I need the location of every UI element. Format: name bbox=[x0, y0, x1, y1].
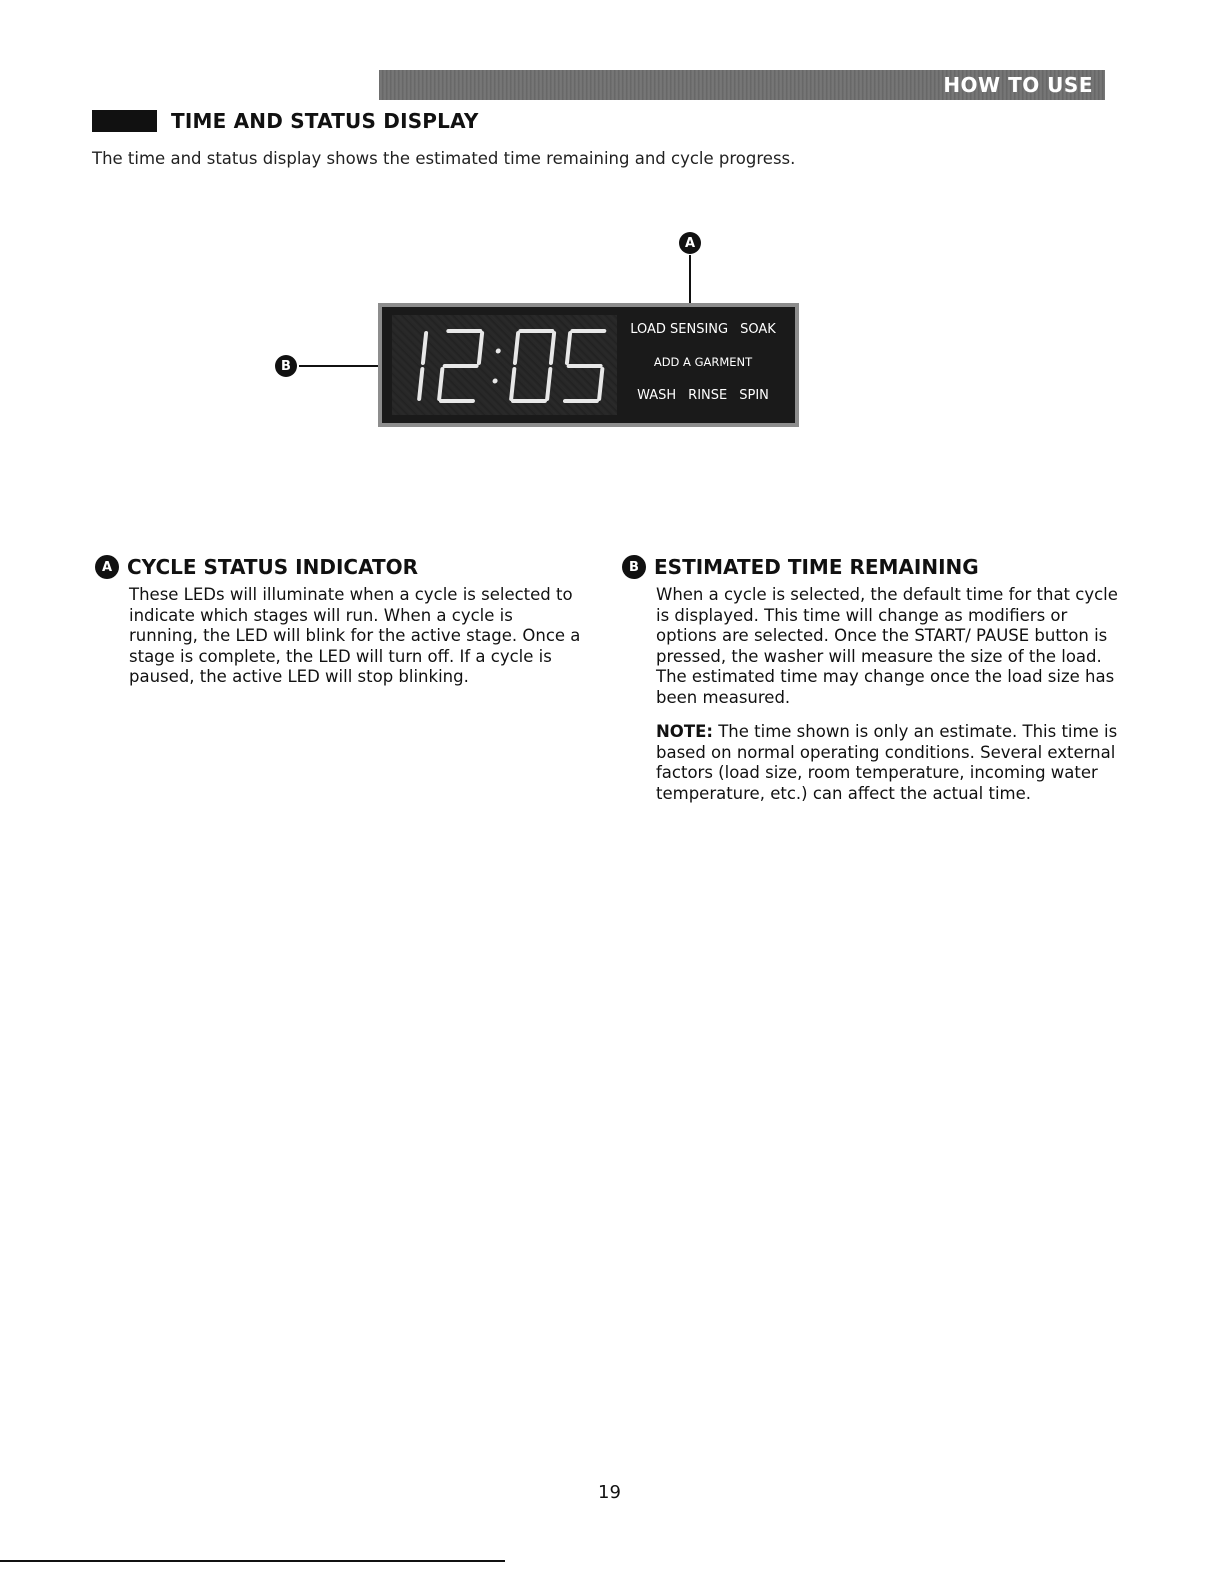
note-label: NOTE: bbox=[656, 722, 713, 741]
time-status-display-panel bbox=[378, 303, 799, 427]
status-add-a-garment: ADD A GARMENT bbox=[653, 355, 753, 369]
callout-a-badge: A bbox=[679, 232, 701, 254]
cycle-status-title: CYCLE STATUS INDICATOR bbox=[127, 555, 419, 579]
callout-b-leader-line bbox=[299, 365, 379, 367]
estimated-time-body: When a cycle is selected, the default time for that cycle is displayed. This time will change as modifiers or options are selected. Once the START/ PAUSE button is pressed, the washer will measure the size of the load. The estimated time may change once the load size has been measured. bbox=[656, 585, 1118, 707]
cycle-status-body: These LEDs will illuminate when a cycle is selected to indicate which stages will run. When a cycle is running, the LED will blink for the active stage. Once a stage is complete, the LED will turn off. If a cycle is paused, the active LED will stop blinking. bbox=[129, 585, 581, 686]
status-row-bottom bbox=[618, 388, 788, 403]
callout-a-leader-line bbox=[689, 255, 691, 304]
estimated-time-note bbox=[656, 722, 1127, 804]
cycle-status-indicator-section bbox=[95, 553, 585, 688]
cycle-status-labels bbox=[618, 315, 788, 415]
status-row-middle bbox=[618, 355, 788, 369]
cycle-status-heading bbox=[95, 553, 585, 581]
cycle-status-badge: A bbox=[95, 555, 119, 579]
estimated-time-badge: B bbox=[622, 555, 646, 579]
intro-text: The time and status display shows the estimated time remaining and cycle progress. bbox=[92, 149, 796, 168]
estimated-time-section bbox=[622, 553, 1127, 804]
header-bar bbox=[379, 70, 1105, 100]
heading-block-marker bbox=[92, 110, 157, 132]
status-load-sensing: LOAD SENSING bbox=[630, 322, 729, 337]
section-title: TIME AND STATUS DISPLAY bbox=[171, 109, 479, 133]
status-soak: SOAK bbox=[740, 322, 776, 337]
page-number: 19 bbox=[598, 1482, 621, 1503]
note-text: The time shown is only an estimate. This time is based on normal operating conditions. Several external factors (load size, room temperature, incoming water temperature, etc.) can affect the actual time. bbox=[656, 722, 1118, 803]
seven-segment-time-display bbox=[392, 315, 617, 415]
status-row-top bbox=[618, 322, 788, 337]
estimated-time-heading bbox=[622, 553, 1127, 581]
callout-b-badge: B bbox=[275, 355, 297, 377]
header-label: HOW TO USE bbox=[943, 73, 1093, 97]
status-wash: WASH bbox=[637, 388, 677, 403]
estimated-time-title: ESTIMATED TIME REMAINING bbox=[654, 555, 979, 579]
status-spin: SPIN bbox=[739, 388, 769, 403]
section-heading bbox=[92, 108, 479, 134]
status-rinse: RINSE bbox=[688, 388, 728, 403]
bottom-rule bbox=[0, 1560, 505, 1562]
